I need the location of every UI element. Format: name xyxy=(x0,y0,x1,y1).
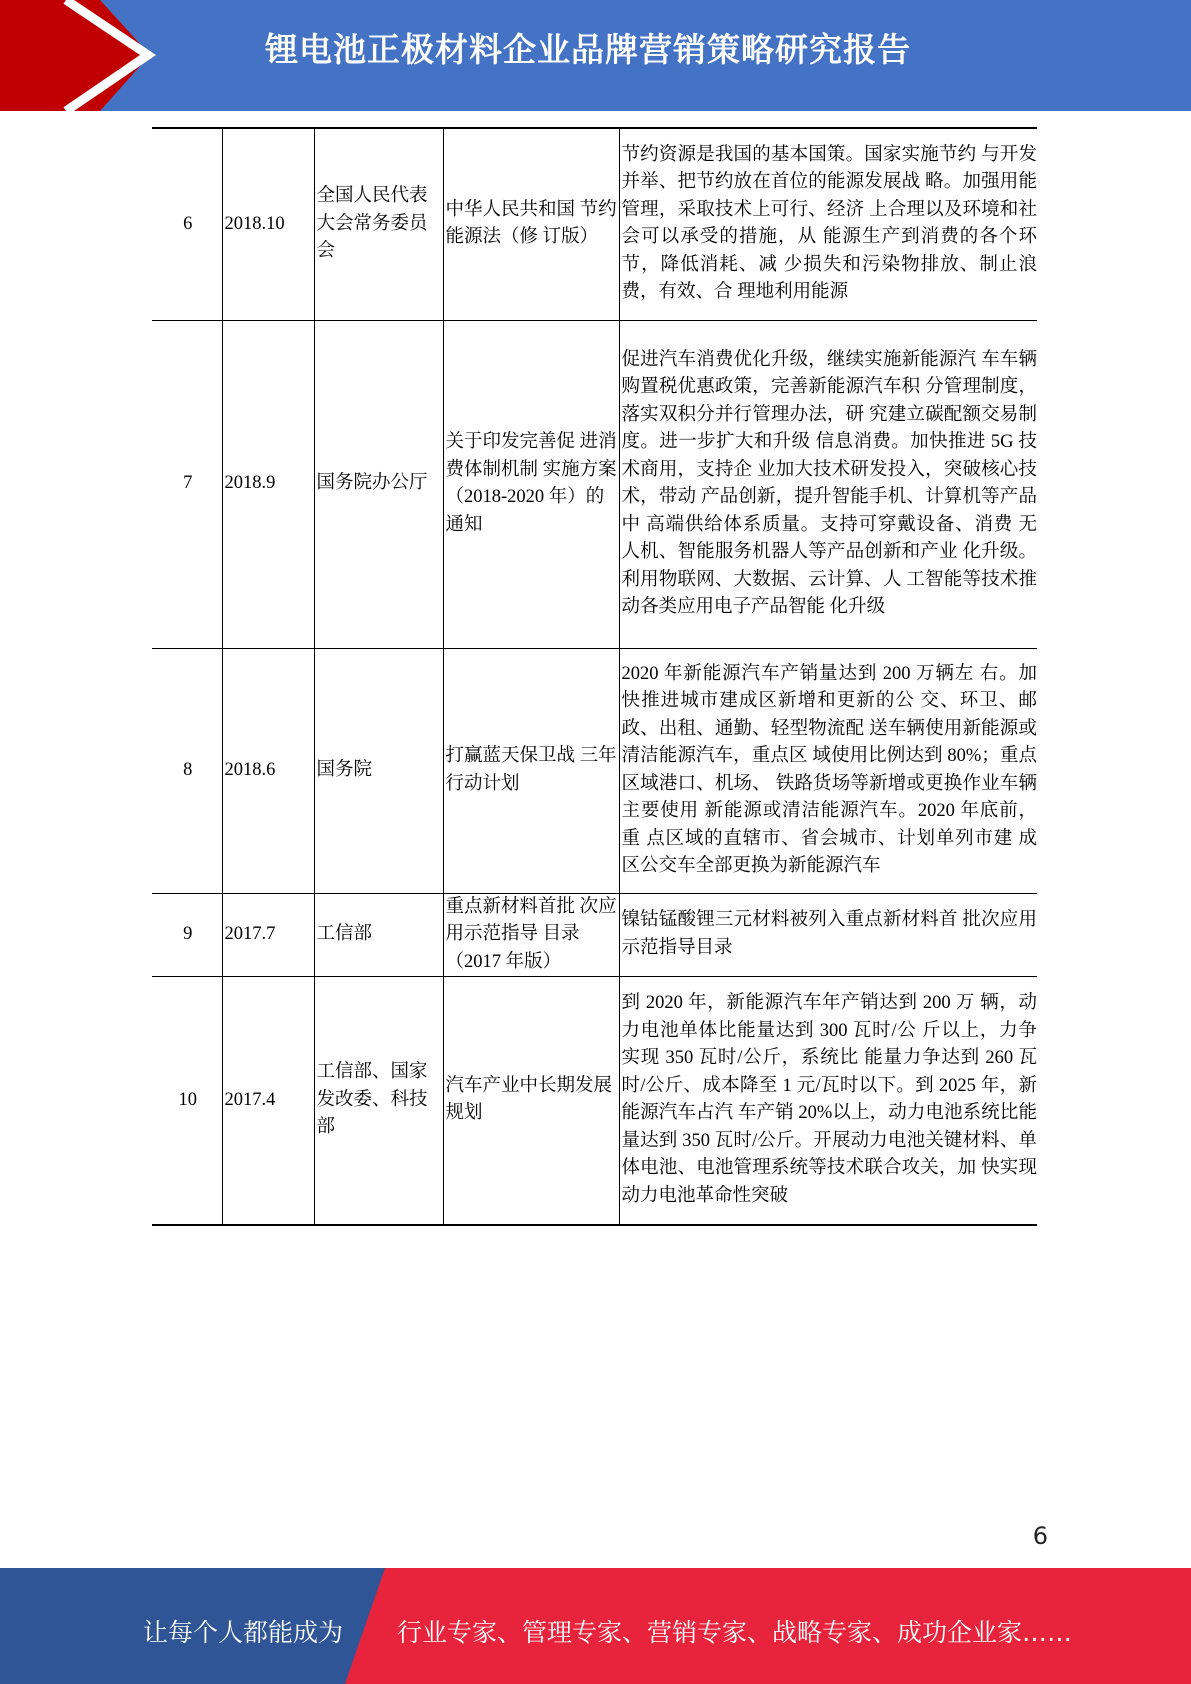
policy-table xyxy=(152,127,1037,1226)
row-number: 8 xyxy=(152,648,222,893)
row-content: 促进汽车消费优化升级，继续实施新能源汽 车车辆购置税优惠政策，完善新能源汽车积 分管理制度，落实双积分并行管理办法，研 究建立碳配额交易制度。进一步扩大和升级 信息消费。加快推进 5G 技术商用，支持企 业加大技术研发投入，突破核心技术，带动 产品创新，提升智能手机、计算机等产品中 高端供给体系质量。支持可穿戴设备、消费 无人机、智能服务机器人等产品创新和产业 化升级。利用物联网、大数据、云计算、人 工智能等技术推动各类应用电子产品智能 化升级 xyxy=(619,320,1037,648)
row-date: 2017.4 xyxy=(222,977,314,1225)
table-row xyxy=(152,977,1037,1225)
row-policy: 重点新材料首批 次应用示范指导 目录（2017 年版） xyxy=(443,893,619,977)
row-issuer: 国务院办公厅 xyxy=(314,320,443,648)
row-content: 到 2020 年，新能源汽车年产销达到 200 万 辆，动力电池单体比能量达到 300 瓦时/公 斤以上，力争实现 350 瓦时/公斤，系统比 能量力争达到 260 瓦时/公斤、成本降至 1 元/瓦时以下。到 2025 年，新能源汽车占汽 车产销 20%以上，动力电池系统比能量达到 350 瓦时/公斤。开展动力电池关键材料、单 体电池、电池管理系统等技术联合攻关，加 快实现动力电池革命性突破 xyxy=(619,977,1037,1225)
row-date: 2018.6 xyxy=(222,648,314,893)
footer-slogan-right: 行业专家、管理专家、营销专家、战略专家、成功企业家…… xyxy=(397,1618,1073,1647)
row-policy: 关于印发完善促 进消费体制机制 实施方案（2018-2020 年）的通知 xyxy=(443,320,619,648)
row-number: 6 xyxy=(152,128,222,320)
header-chevron-decoration xyxy=(0,0,160,111)
footer-slogan-left: 让每个人都能成为 xyxy=(143,1618,344,1647)
row-policy: 汽车产业中长期发展规划 xyxy=(443,977,619,1225)
row-date: 2018.10 xyxy=(222,128,314,320)
row-issuer: 全国人民代表大会常务委员会 xyxy=(314,128,443,320)
row-date: 2018.9 xyxy=(222,320,314,648)
row-issuer: 国务院 xyxy=(314,648,443,893)
row-content: 2020 年新能源汽车产销量达到 200 万辆左 右。加快推进城市建成区新增和更新的公 交、环卫、邮政、出租、通勤、轻型物流配 送车辆使用新能源或清洁能源汽车，重点区 域使用比例达到 80%；重点区域港口、机场、 铁路货场等新增或更换作业车辆主要使用 新能源或清洁能源汽车。2020 年底前，重 点区域的直辖市、省会城市、计划单列市建 成区公交车全部更换为新能源汽车 xyxy=(619,648,1037,893)
row-number: 9 xyxy=(152,893,222,977)
row-date: 2017.7 xyxy=(222,893,314,977)
row-number: 10 xyxy=(152,977,222,1225)
row-policy: 中华人民共和国 节约能源法（修 订版） xyxy=(443,128,619,320)
table-row xyxy=(152,128,1037,320)
row-content: 节约资源是我国的基本国策。国家实施节约 与开发并举、把节约放在首位的能源发展战 略。加强用能管理，采取技术上可行、经济 上合理以及环境和社会可以承受的措施，从 能源生产到消费的各个环节，降低消耗、减 少损失和污染物排放、制止浪费，有效、合 理地利用能源 xyxy=(619,128,1037,320)
table-row xyxy=(152,648,1037,893)
row-issuer: 工信部 xyxy=(314,893,443,977)
table-row xyxy=(152,320,1037,648)
report-title: 锂电池正极材料企业品牌营销策略研究报告 xyxy=(265,30,911,69)
page-header xyxy=(0,0,1191,111)
table-row xyxy=(152,893,1037,977)
row-issuer: 工信部、国家发改委、科技部 xyxy=(314,977,443,1225)
row-number: 7 xyxy=(152,320,222,648)
row-policy: 打赢蓝天保卫战 三年行动计划 xyxy=(443,648,619,893)
page-number: 6 xyxy=(1032,1522,1048,1550)
row-content: 镍钴锰酸锂三元材料被列入重点新材料首 批次应用示范指导目录 xyxy=(619,893,1037,977)
